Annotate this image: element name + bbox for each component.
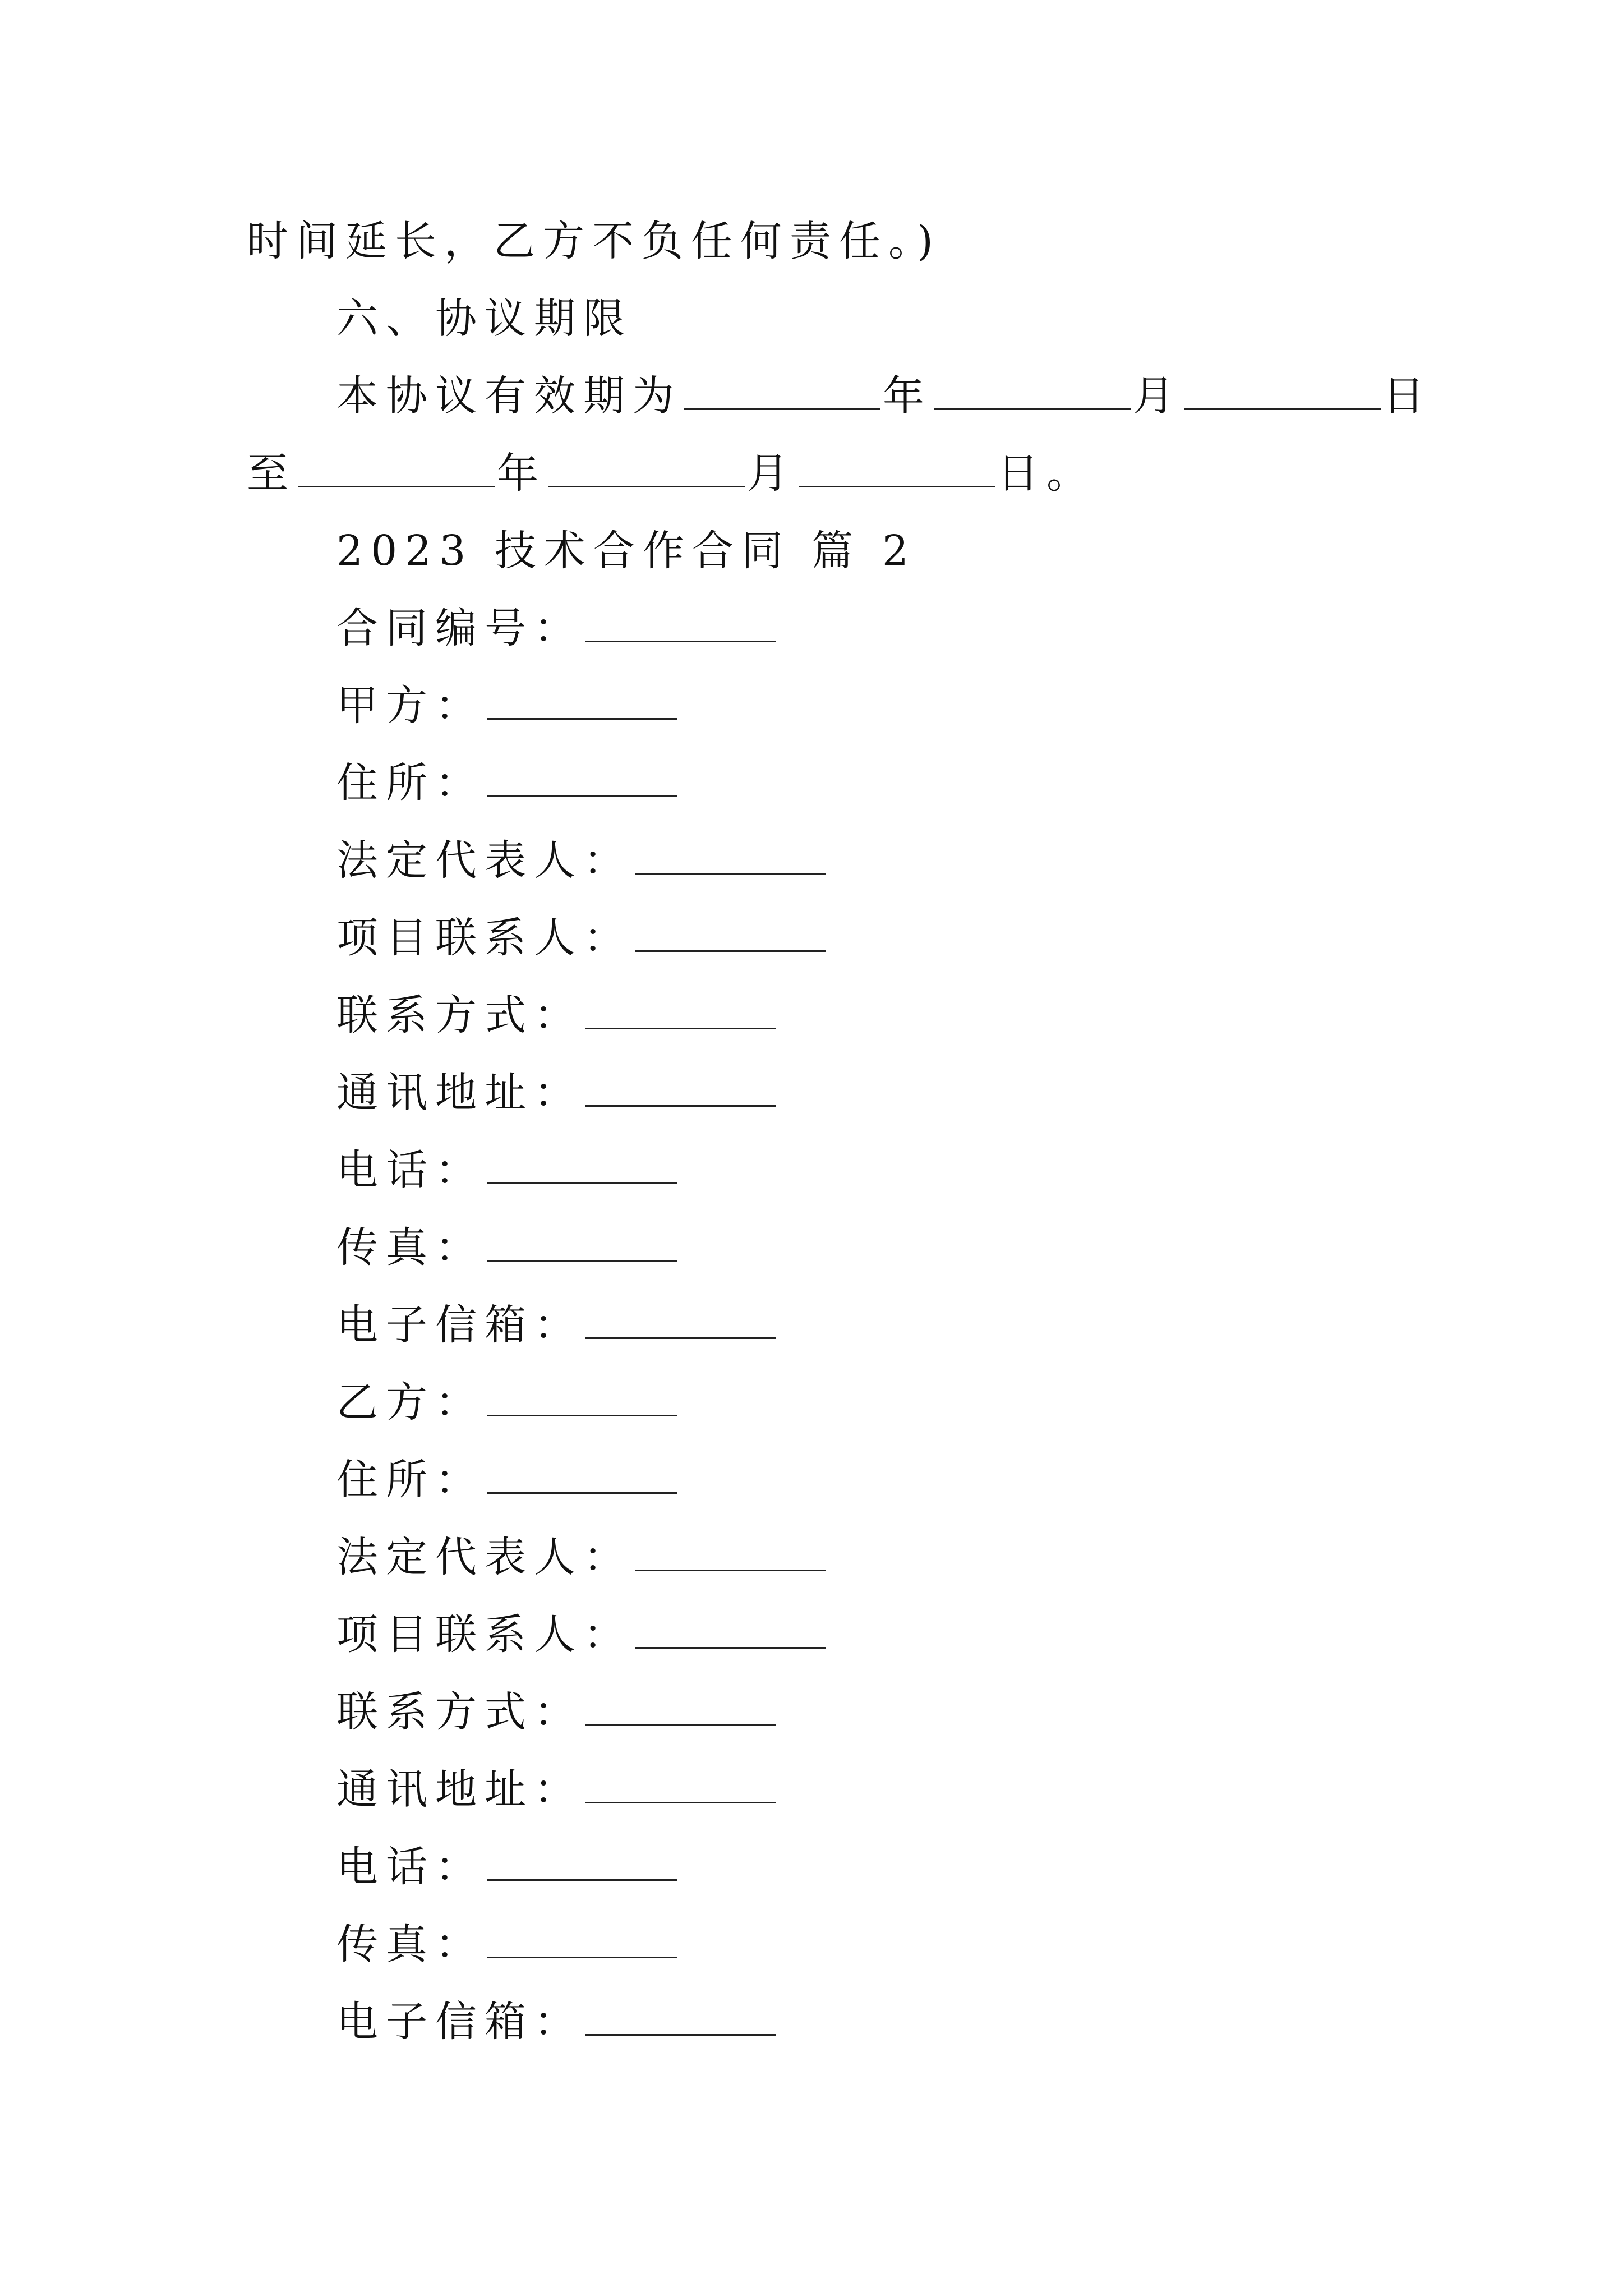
field-label: 通讯地址：: [336, 1069, 583, 1117]
field-label: 法定代表人：: [336, 836, 633, 885]
contract-heading: [336, 523, 916, 579]
text: 时间延长，乙方不负任何责任。): [247, 217, 941, 265]
text: 日: [1383, 372, 1432, 420]
text: 2023 技术合作合同 篇 2: [336, 527, 916, 575]
text: 年: [883, 372, 932, 420]
blank-field: [487, 1149, 677, 1184]
text: 六、协议期限: [336, 295, 633, 343]
blank-field: [585, 607, 776, 642]
blank-field: [635, 917, 826, 952]
blank-field: [585, 994, 776, 1029]
field-label: 法定代表人：: [336, 1533, 633, 1581]
field-row: [336, 1684, 778, 1740]
field-label: 合同编号：: [336, 604, 583, 652]
validity-period-line-2: [247, 445, 1096, 501]
field-row: [336, 832, 828, 889]
validity-period-line-1: [336, 368, 1432, 424]
field-row: [336, 1839, 680, 1895]
blank-field: [487, 1458, 677, 1494]
field-row: [336, 1297, 778, 1353]
text: 月: [747, 449, 796, 498]
field-label: 住所：: [336, 759, 485, 807]
field-label: 甲方：: [336, 682, 485, 730]
field-row: [336, 1065, 778, 1121]
field-row: [336, 678, 680, 734]
field-label: 项目联系人：: [336, 914, 633, 962]
field-row: [336, 987, 778, 1043]
field-label: 电话：: [336, 1146, 485, 1194]
field-label: 传真：: [336, 1223, 485, 1272]
field-label: 传真：: [336, 1920, 485, 1968]
paragraph-continuation: [247, 213, 941, 269]
field-label: 通讯地址：: [336, 1765, 583, 1814]
text: 年: [497, 449, 546, 498]
field-row: [336, 910, 828, 966]
field-row: [336, 1916, 680, 1972]
blank-field: [487, 684, 677, 720]
blank-field: [799, 452, 995, 487]
blank-field: [934, 375, 1131, 410]
field-label: 项目联系人：: [336, 1611, 633, 1659]
field-row: [336, 755, 680, 811]
blank-field: [487, 1381, 677, 1416]
field-label: 电话：: [336, 1843, 485, 1891]
field-row: [336, 600, 778, 656]
field-row: [336, 1220, 680, 1276]
blank-field: [1184, 375, 1381, 410]
blank-field: [487, 1923, 677, 1958]
blank-field: [585, 2000, 776, 2036]
field-row: [336, 1529, 828, 1585]
field-row: [336, 1607, 828, 1663]
blank-field: [298, 452, 495, 487]
blank-field: [635, 839, 826, 875]
field-label: 联系方式：: [336, 1688, 583, 1736]
blank-field: [585, 1304, 776, 1339]
field-row: [336, 1994, 778, 2050]
blank-field: [487, 762, 677, 797]
field-label: 住所：: [336, 1456, 485, 1504]
blank-field: [585, 1691, 776, 1726]
field-label: 电子信箱：: [336, 1998, 583, 2046]
blank-field: [635, 1536, 826, 1571]
blank-field: [585, 1768, 776, 1803]
field-row: [336, 1761, 778, 1818]
field-label: 联系方式：: [336, 991, 583, 1039]
blank-field: [487, 1846, 677, 1881]
text: 本协议有效期为: [336, 372, 682, 420]
text: 至: [247, 449, 296, 498]
blank-field: [487, 1226, 677, 1262]
text: 日。: [997, 449, 1096, 498]
blank-field: [548, 452, 745, 487]
field-row: [336, 1374, 680, 1430]
field-row: [336, 1142, 680, 1198]
field-label: 乙方：: [336, 1378, 485, 1427]
field-row: [336, 1452, 680, 1508]
blank-field: [635, 1613, 826, 1649]
section-heading: [336, 291, 633, 347]
blank-field: [684, 375, 880, 410]
blank-field: [585, 1071, 776, 1107]
field-label: 电子信箱：: [336, 1301, 583, 1349]
text: 月: [1133, 372, 1182, 420]
